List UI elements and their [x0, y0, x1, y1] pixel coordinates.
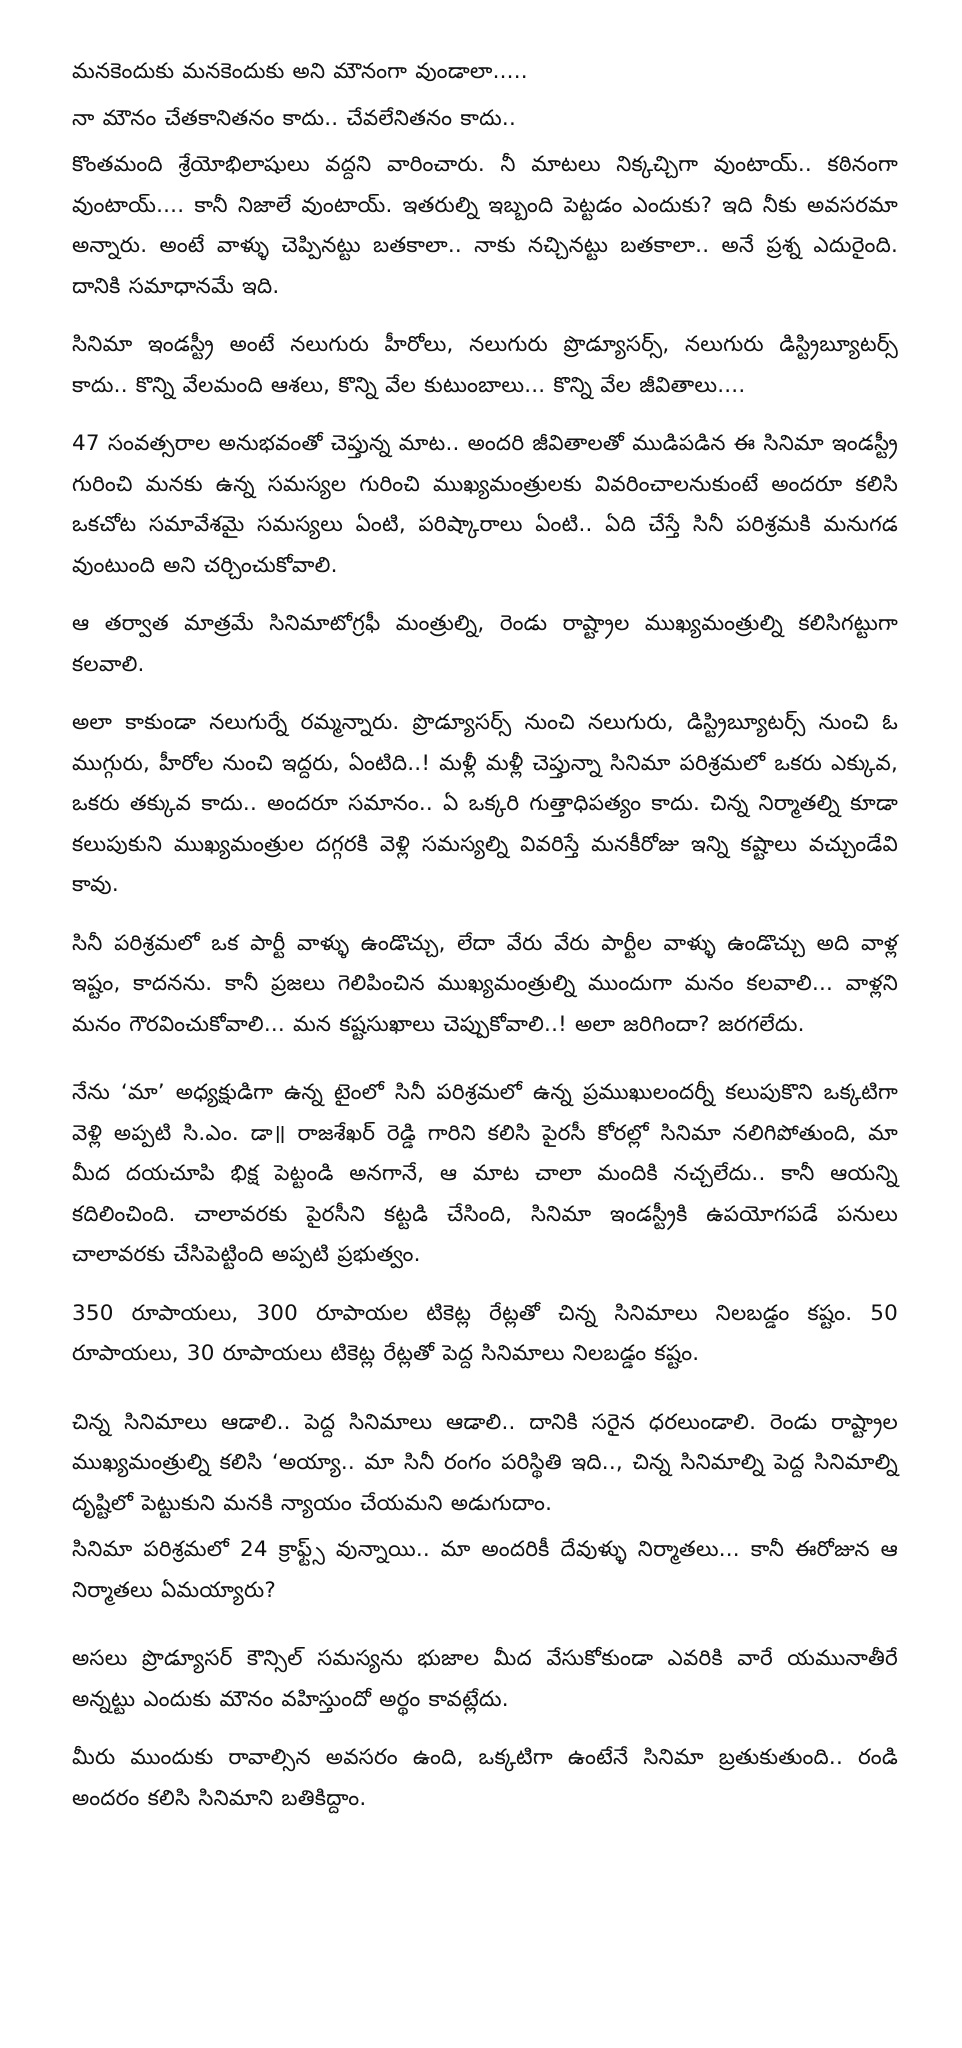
paragraph-9: నేను ‘మా’ అధ్యక్షుడిగా ఉన్న టైంలో సినీ పరిశ్రమలో ఉన్న ప్రముఖులందర్నీ కలుపుకొని ఒక్కటిగా వెళ్లి అప్పటి సి.ఎం. డా॥ రాజశేఖర్ రెడ్డి గారిని కలిసి పైరసీ కోరల్లో సినిమా నలిగిపోతుంది, మా మీద దయచూపి భిక్ష పెట్టండి అనగానే, ఆ మాట చాలా మందికి నచ్చలేదు.. కానీ ఆయన్ని కదిలించింది. చాలావరకు పైరసీని కట్టడి చేసింది, సినిమా ఇండస్ట్రీకి ఉపయోగపడే పనులు చాలావరకు చేసిపెట్టింది అప్పటి ప్రభుత్వం.: [72, 1080, 898, 1267]
paragraph-4: సినిమా ఇండస్ట్రీ అంటే నలుగురు హీరోలు, నలుగురు ప్రొడ్యూసర్స్, నలుగురు డిస్ట్రిబ్యూటర్స్ కాదు.. కొన్ని వేలమంది ఆశలు, కొన్ని వేల కుటుంబాలు... కొన్ని వేల జీవితాలు....: [72, 332, 898, 398]
paragraph-10: 350 రూపాయలు, 300 రూపాయల టికెట్ల రేట్లతో చిన్న సినిమాలు నిలబడ్డం కష్టం. 50 రూపాయలు, 30 రూపాయలు టికెట్ల రేట్లతో పెద్ద సినిమాలు నిలబడ్డం కష్టం.: [72, 1300, 898, 1366]
paragraph-3: కొంతమంది శ్రేయోభిలాషులు వద్దని వారించారు. నీ మాటలు నిక్కచ్చిగా వుంటాయ్.. కఠినంగా వుంటాయ్.... కానీ నిజాలే వుంటాయ్. ఇతరుల్ని ఇబ్బంది పెట్టడం ఎందుకు? ఇది నీకు అవసరమా అన్నారు. అంటే వాళ్ళు చెప్పినట్టు బతకాలా.. నాకు నచ్చినట్టు బతకాలా.. అనే ప్రశ్న ఎదురైంది. దానికి సమాధానమే ఇది.: [72, 152, 898, 299]
paragraph-2: నా మౌనం చేతకానితనం కాదు.. చేవలేనితనం కాదు..: [72, 105, 516, 131]
paragraph-7: అలా కాకుండా నలుగుర్నే రమ్మన్నారు. ప్రొడ్యూసర్స్ నుంచి నలుగురు, డిస్ట్రిబ్యూటర్స్ నుంచి ఓ ముగ్గురు, హీరోల నుంచి ఇద్దరు, ఏంటిది..! మళ్లీ మళ్లీ చెప్తున్నా సినిమా పరిశ్రమలో ఒకరు ఎక్కువ, ఒకరు తక్కువ కాదు.. అందరూ సమానం.. ఏ ఒక్కరి గుత్తాధిపత్యం కాదు. చిన్న నిర్మాతల్ని కూడా కలుపుకుని ముఖ్యమంత్రుల దగ్గరకి వెళ్లి సమస్యల్ని వివరిస్తే మనకీరోజు ఇన్ని కష్టాలు వచ్చుండేవి కావు.: [72, 710, 898, 897]
paragraph-11: చిన్న సినిమాలు ఆడాలి.. పెద్ద సినిమాలు ఆడాలి.. దానికి సరైన ధరలుండాలి. రెండు రాష్ట్రాల ముఖ్యమంత్రుల్ని కలిసి ‘అయ్యా.. మా సినీ రంగం పరిస్థితి ఇది.., చిన్న సినిమాల్ని పెద్ద సినిమాల్ని దృష్టిలో పెట్టుకుని మనకి న్యాయం చేయమని అడుగుదాం.: [72, 1409, 898, 1516]
paragraph-1: మనకెందుకు మనకెందుకు అని మౌనంగా వుండాలా.....: [72, 59, 528, 84]
statement-body: [72, 52, 898, 1837]
paragraph-14: మీరు ముందుకు రావాల్సిన అవసరం ఉంది, ఒక్కటిగా ఉంటేనే సినిమా బ్రతుకుతుంది.. రండి అందరం కలిసి సినిమాని బతికిద్దాం.: [72, 1745, 898, 1811]
paragraph-6: ఆ తర్వాత మాత్రమే సినిమాటోగ్రఫీ మంత్రుల్ని, రెండు రాష్ట్రాల ముఖ్యమంత్రుల్ని కలిసిగట్టుగా కలవాలి.: [72, 611, 898, 677]
paragraph-13: అసలు ప్రొడ్యూసర్ కౌన్సిల్ సమస్యను భుజాల మీద వేసుకోకుండా ఎవరికి వారే యమునాతీరే అన్నట్టు ఎందుకు మౌనం వహిస్తుందో అర్థం కావట్లేదు.: [72, 1646, 898, 1712]
paragraph-12: సినిమా పరిశ్రమలో 24 క్రాఫ్ట్స్ వున్నాయి.. మా అందరికీ దేవుళ్ళు నిర్మాతలు... కానీ ఈరోజున ఆ నిర్మాతలు ఏమయ్యారు?: [72, 1537, 898, 1603]
paragraph-5: 47 సంవత్సరాల అనుభవంతో చెప్తున్న మాట.. అందరి జీవితాలతో ముడిపడిన ఈ సినిమా ఇండస్ట్రీ గురించి మనకు ఉన్న సమస్యల గురించి ముఖ్యమంత్రులకు వివరించాలనుకుంటే అందరూ కలిసి ఒకచోట సమావేశమై సమస్యలు ఏంటి, పరిష్కారాలు ఏంటి.. ఏది చేస్తే సినీ పరిశ్రమకి మనుగడ వుంటుంది అని చర్చించుకోవాలి.: [72, 431, 898, 578]
paragraph-8: సినీ పరిశ్రమలో ఒక పార్టీ వాళ్ళు ఉండొచ్చు, లేదా వేరు వేరు పార్టీల వాళ్ళు ఉండొచ్చు అది వాళ్ల ఇష్టం, కాదనను. కానీ ప్రజలు గెలిపించిన ముఖ్యమంత్రుల్ని ముందుగా మనం కలవాలి... వాళ్లని మనం గౌరవించుకోవాలి... మన కష్టసుఖాలు చెప్పుకోవాలి..! అలా జరిగిందా? జరగలేదు.: [72, 930, 898, 1037]
